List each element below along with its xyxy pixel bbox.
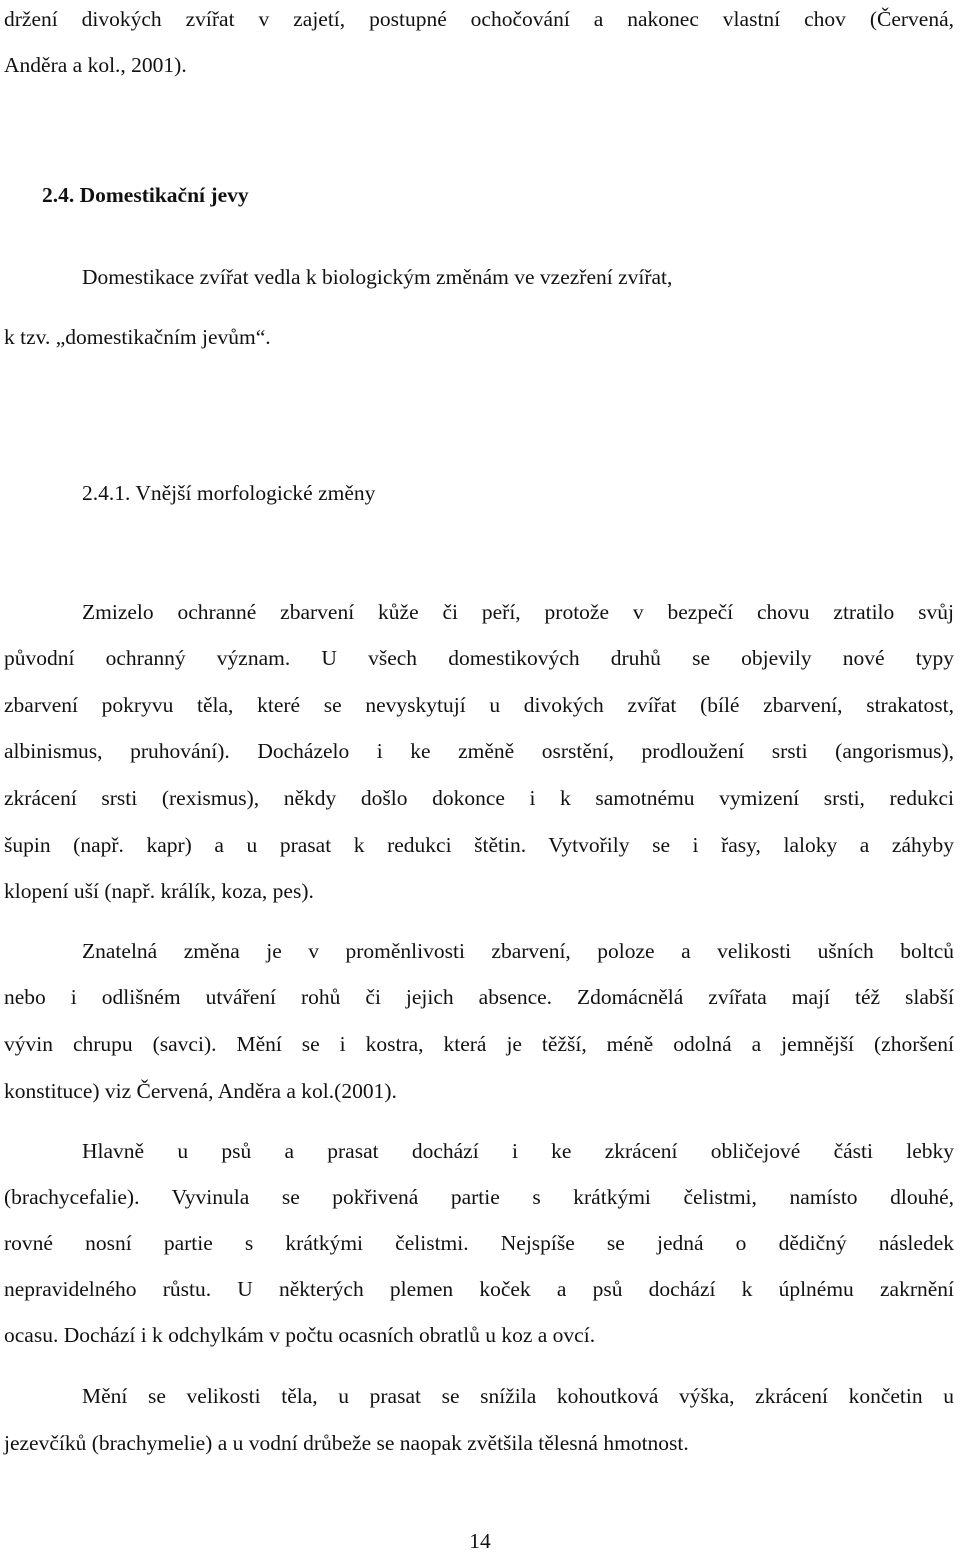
body-text-line: konstituce) viz Červená, Anděra a kol.(2001). bbox=[4, 1079, 397, 1103]
body-text-line: nebo i odlišném utváření rohů či jejich absence. Zdomácnělá zvířata mají též slabší bbox=[4, 985, 954, 1009]
body-text-line: šupin (např. kapr) a u prasat k redukci štětin. Vytvořily se i řasy, laloky a záhyby bbox=[4, 833, 954, 857]
subsection-heading: 2.4.1. Vnější morfologické změny bbox=[82, 481, 376, 505]
body-text-line: zbarvení pokryvu těla, které se nevyskytují u divokých zvířat (bílé zbarvení, strakatost, bbox=[4, 693, 954, 717]
body-text-line: k tzv. „domestikačním jevům“. bbox=[4, 325, 271, 349]
body-text-line: Hlavně u psů a prasat dochází i ke zkrácení obličejové části lebky bbox=[82, 1139, 954, 1163]
body-text-line: klopení uší (např. králík, koza, pes). bbox=[4, 879, 314, 903]
body-text-line: Znatelná změna je v proměnlivosti zbarvení, poloze a velikosti ušních boltců bbox=[82, 939, 954, 963]
body-text-line: zkrácení srsti (rexismus), někdy došlo dokonce i k samotnému vymizení srsti, redukci bbox=[4, 786, 954, 810]
body-text-line: vývin chrupu (savci). Mění se i kostra, která je těžší, méně odolná a jemnější (zhoršení bbox=[4, 1032, 954, 1056]
body-text-line: nepravidelného růstu. U některých plemen koček a psů dochází k úplnému zakrnění bbox=[4, 1277, 954, 1301]
body-text-line: (brachycefalie). Vyvinula se pokřivená partie s krátkými čelistmi, namísto dlouhé, bbox=[4, 1185, 954, 1209]
body-text-line: držení divokých zvířat v zajetí, postupné ochočování a nakonec vlastní chov (Červená, bbox=[4, 7, 954, 31]
body-text-line: původní ochranný význam. U všech domestikových druhů se objevily nové typy bbox=[4, 646, 954, 670]
body-text-line: ocasu. Dochází i k odchylkám v počtu ocasních obratlů u koz a ovcí. bbox=[4, 1323, 596, 1347]
body-text-line: albinismus, pruhování). Docházelo i ke změně osrstění, prodloužení srsti (angorismus), bbox=[4, 739, 954, 763]
body-text-line: Domestikace zvířat vedla k biologickým změnám ve vzezření zvířat, bbox=[82, 265, 673, 289]
body-text-line: Zmizelo ochranné zbarvení kůže či peří, protože v bezpečí chovu ztratilo svůj bbox=[82, 600, 954, 624]
section-heading: 2.4. Domestikační jevy bbox=[42, 183, 249, 207]
body-text-line: jezevčíků (brachymelie) a u vodní drůbeže se naopak zvětšila tělesná hmotnost. bbox=[4, 1431, 689, 1455]
body-text-line: Anděra a kol., 2001). bbox=[4, 53, 187, 77]
body-text-line: rovné nosní partie s krátkými čelistmi. Nejspíše se jedná o dědičný následek bbox=[4, 1231, 954, 1255]
page-number: 14 bbox=[469, 1529, 491, 1553]
body-text-line: Mění se velikosti těla, u prasat se snížila kohoutková výška, zkrácení končetin u bbox=[82, 1384, 954, 1408]
